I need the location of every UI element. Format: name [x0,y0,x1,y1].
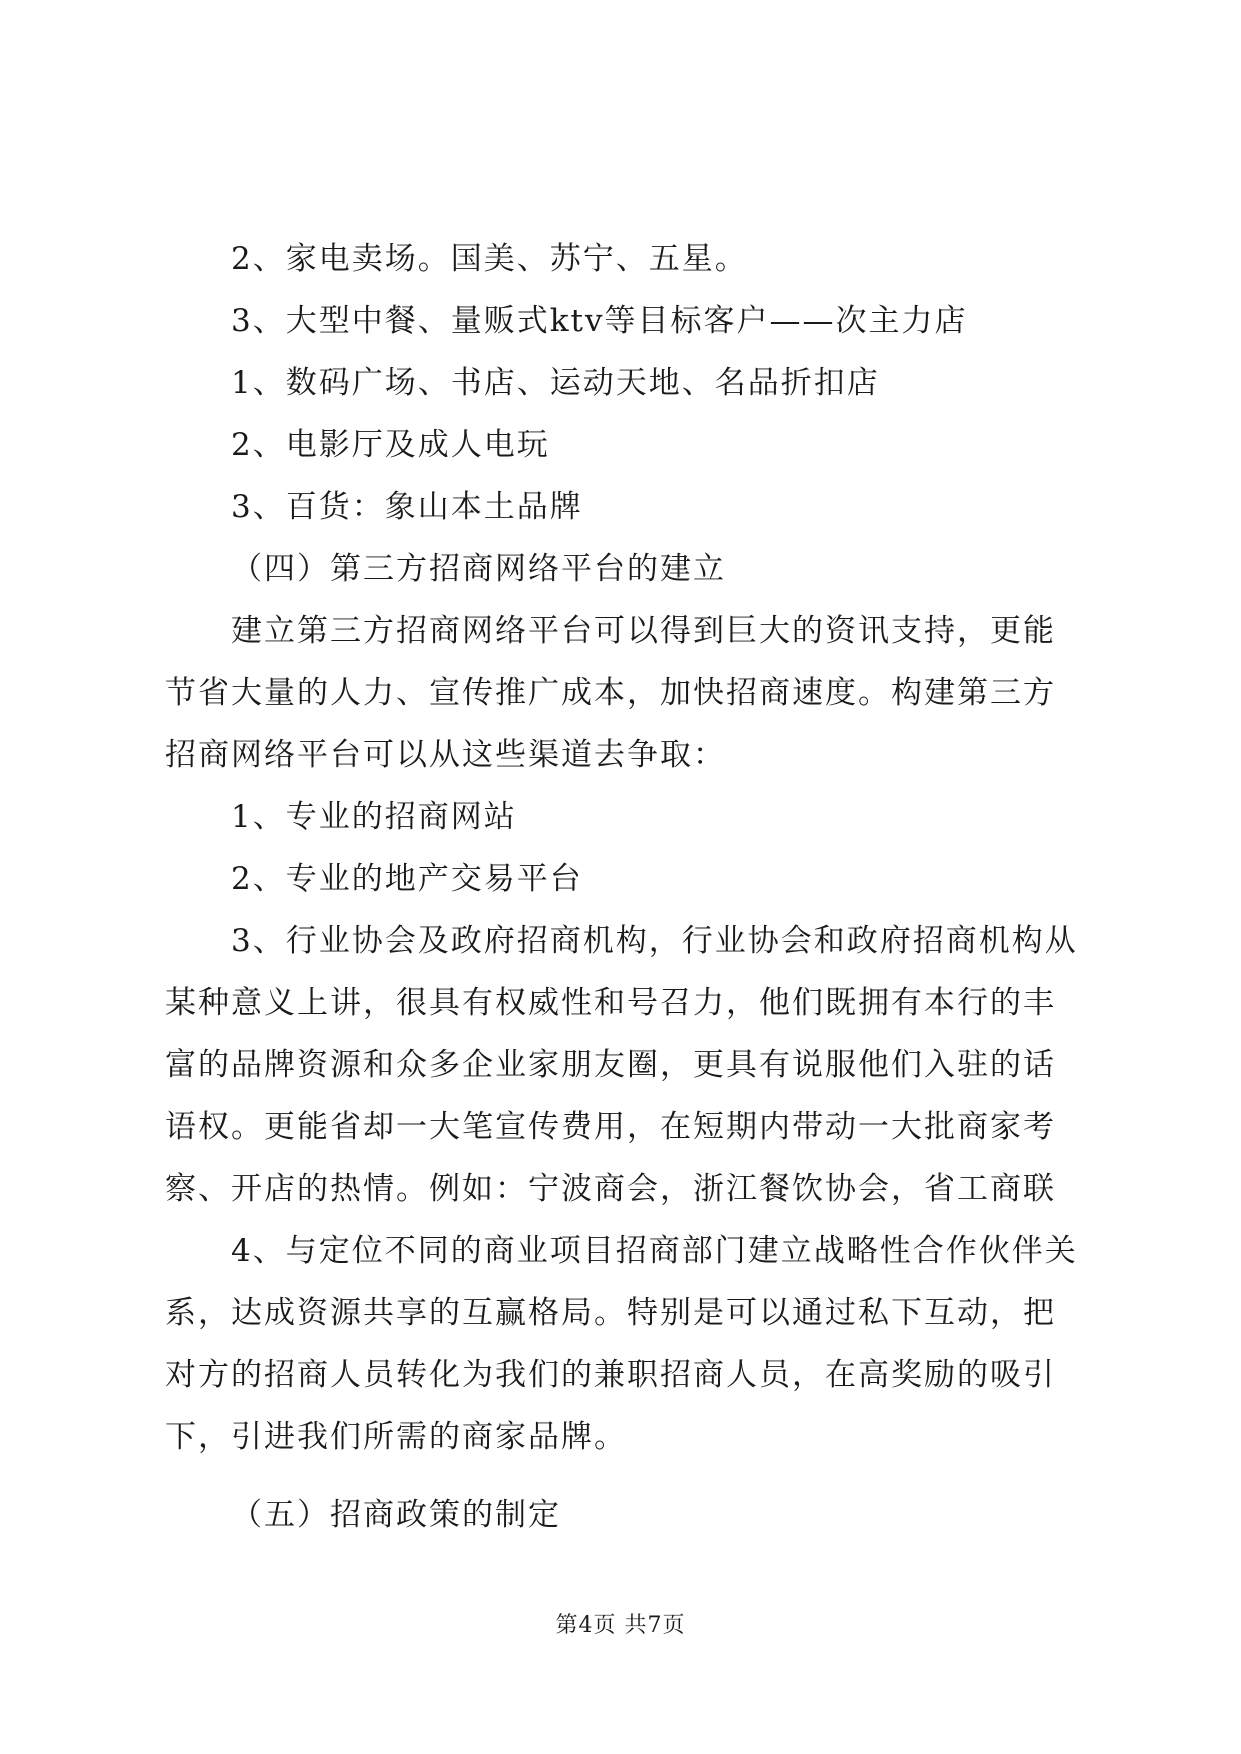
paragraph-investment-websites: 1、专业的招商网站 [231,799,517,835]
paragraph-appliance-stores: 2、家电卖场。国美、苏宁、五星。 [231,241,748,277]
paragraph-platform-intro: 建立第三方招商网络平台可以得到巨大的资讯支持，更能节省大量的人力、宣传推广成本，加快招商速度。构建第三方招商网络平台可以从这些渠道去争取： [165,613,1056,773]
document-body [165,228,1080,1546]
paragraph-cinema: 2、电影厅及成人电玩 [231,427,550,463]
section-heading-4: （四）第三方招商网络平台的建立 [231,551,726,587]
paragraph-real-estate-platform: 2、专业的地产交易平台 [231,861,583,897]
section-heading-5: （五）招商政策的制定 [231,1497,561,1533]
page-number-footer: 第4页 共7页 [555,1613,686,1638]
section-gap [165,1468,1080,1484]
paragraph-chinese-dining-ktv: 3、大型中餐、量贩式ktv等目标客户——次主力店 [231,303,968,339]
paragraph-industry-associations: 3、行业协会及政府招商机构，行业协会和政府招商机构从某种意义上讲，很具有权威性和号召力，他们既拥有本行的丰富的品牌资源和众多企业家朋友圈，更具有说服他们入驻的话语权。更能省却一大笔宣传费用，在短期内带动一大批商家考察、开店的热情。例如：宁波商会，浙江餐饮协会，省工商联 [165,923,1078,1207]
paragraph-department-store: 3、百货：象山本土品牌 [231,489,583,525]
paragraph-strategic-partnership: 4、与定位不同的商业项目招商部门建立战略性合作伙伴关系，达成资源共享的互赢格局。特别是可以通过私下互动，把对方的招商人员转化为我们的兼职招商人员，在高奖励的吸引下，引进我们所需的商家品牌。 [165,1233,1078,1455]
paragraph-digital-plaza: 1、数码广场、书店、运动天地、名品折扣店 [231,365,880,401]
